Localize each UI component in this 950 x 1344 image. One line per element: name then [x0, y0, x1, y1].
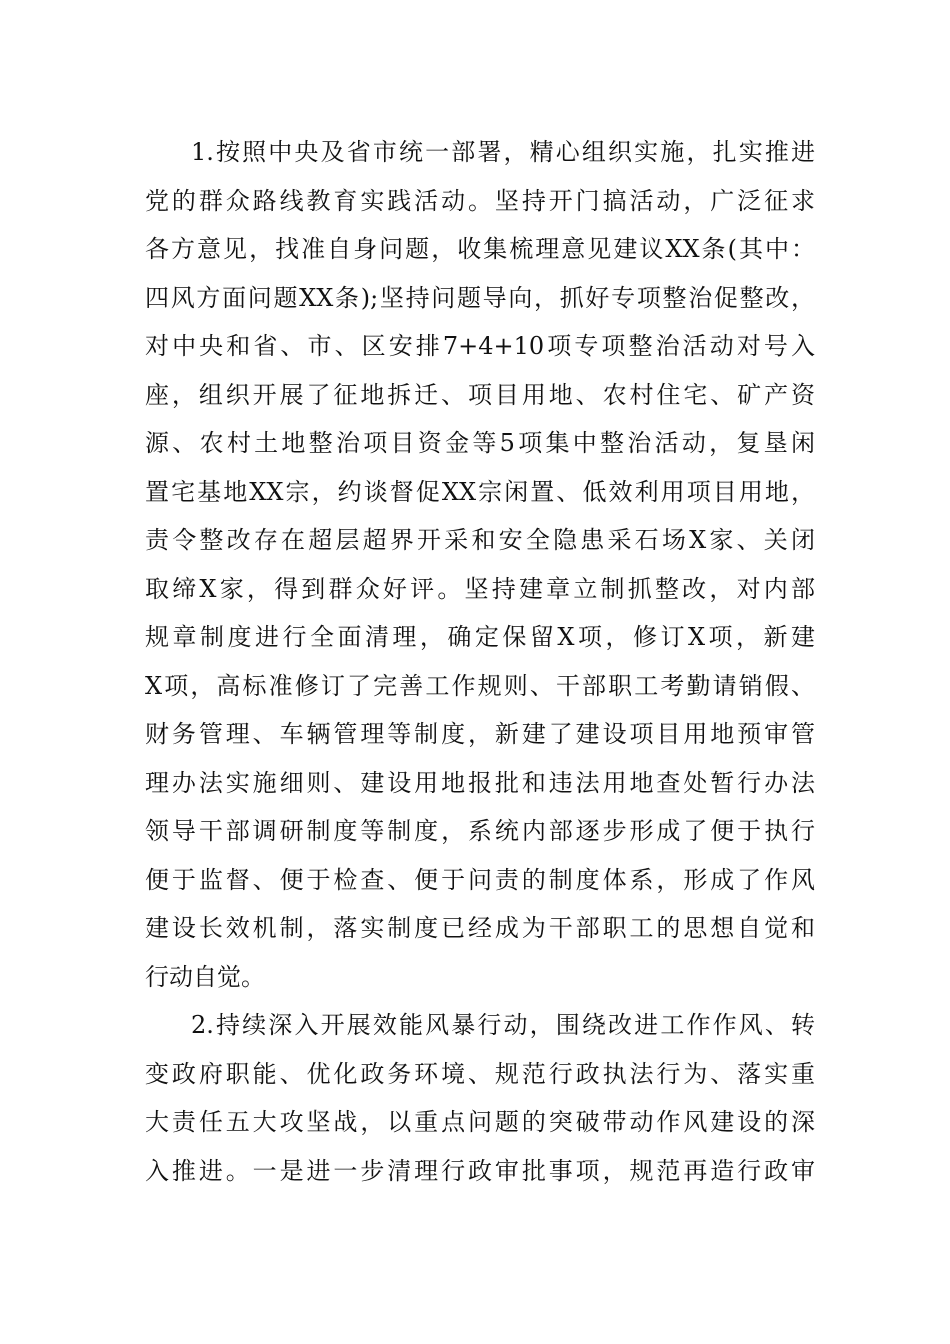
- text-line: 置宅基地XX宗，约谈督促XX宗闲置、低效利用项目用地，: [145, 477, 815, 506]
- text-line: 建设长效机制，落实制度已经成为干部职工的思想自觉和: [145, 914, 815, 942]
- text-line: X项，高标准修订了完善工作规则、干部职工考勤请销假、: [145, 671, 815, 700]
- paragraph-first-line: 1.按照中央及省市统一部署，精心组织实施，扎实推进: [191, 138, 815, 166]
- text-line: 取缔X家，得到群众好评。坚持建章立制抓整改，对内部: [145, 574, 815, 603]
- text-line: 源、农村土地整治项目资金等5项集中整治活动，复垦闲: [145, 429, 815, 457]
- text-line: 四风方面问题XX条);坚持问题导向，抓好专项整治促整改，: [145, 283, 815, 312]
- text-line: 理办法实施细则、建设用地报批和违法用地查处暂行办法: [145, 768, 815, 797]
- text-line: 领导干部调研制度等制度，系统内部逐步形成了便于执行: [145, 817, 815, 845]
- document-body-text: [145, 128, 815, 1195]
- text-line: 财务管理、车辆管理等制度，新建了建设项目用地预审管: [145, 720, 815, 748]
- text-line: 各方意见，找准自身问题，收集梳理意见建议XX条(其中：: [145, 235, 815, 263]
- text-line: 变政府职能、优化政务环境、规范行政执法行为、落实重: [145, 1059, 815, 1088]
- text-line: 党的群众路线教育实践活动。坚持开门搞活动，广泛征求: [145, 186, 815, 215]
- text-line: 座，组织开展了征地拆迁、项目用地、农村住宅、矿产资: [145, 380, 815, 409]
- text-line: 对中央和省、市、区安排7+4+10项专项整治活动对号入: [145, 332, 815, 360]
- text-line: 责令整改存在超层超界开采和安全隐患采石场X家、关闭: [145, 526, 815, 554]
- text-line: 行动自觉。: [145, 962, 265, 991]
- text-line: 大责任五大攻坚战，以重点问题的突破带动作风建设的深: [145, 1108, 815, 1136]
- text-line: 入推进。一是进一步清理行政审批事项，规范再造行政审: [145, 1156, 815, 1185]
- text-line: 规章制度进行全面清理，确定保留X项，修订X项，新建: [145, 623, 815, 651]
- paragraph-first-line: 2.持续深入开展效能风暴行动，围绕改进工作作风、转: [191, 1011, 815, 1039]
- text-line: 便于监督、便于检查、便于问责的制度体系，形成了作风: [145, 865, 815, 894]
